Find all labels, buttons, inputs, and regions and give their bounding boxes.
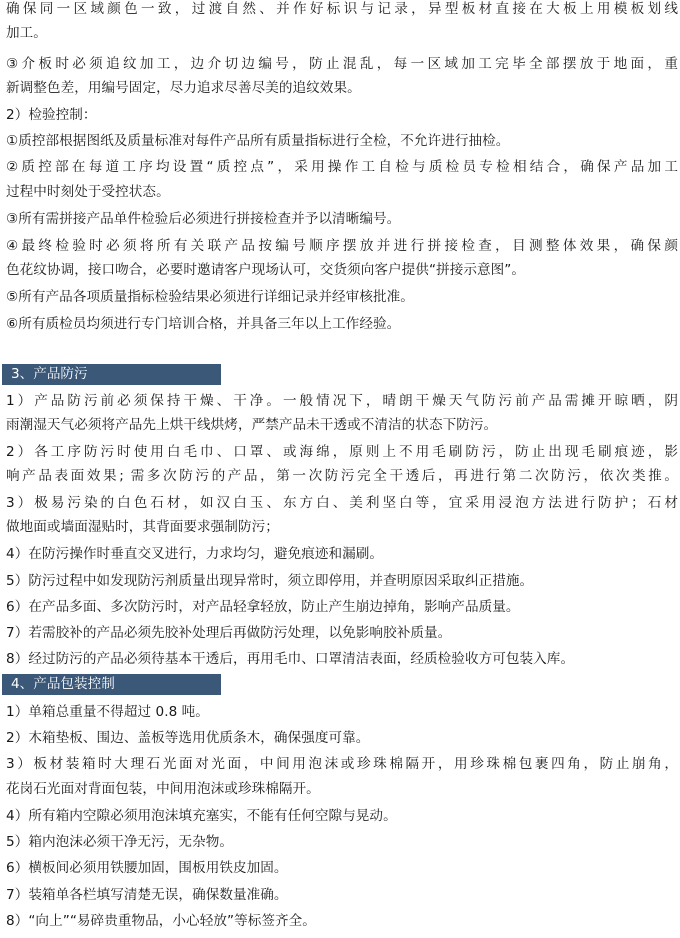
intro-line-1: 确保同一区域颜色一致，过渡自然、并作好标识与记录，异型板材直接在大板上用模板划线 [6, 1, 678, 17]
packaging-item-5: 5）箱内泡沫必须干净无污，无杂物。 [6, 834, 233, 850]
inspection-item-5: ⑤所有产品各项质量指标检验结果必须进行详细记录并经审核批准。 [6, 289, 414, 305]
packaging-item-2: 2）木箱垫板、围边、盖板等选用优质条木，确保强度可靠。 [6, 730, 370, 746]
antifouling-item-7: 7）若需胶补的产品必须先胶补处理后再做防污处理，以免影响胶补质量。 [6, 625, 452, 641]
packaging-item-1: 1）单箱总重量不得超过 0.8 吨。 [6, 704, 209, 720]
inspection-item-2a: ②质控部在每道工序均设置“质控点”，采用操作工自检与质检员专检相结合，确保产品加工 [6, 159, 678, 175]
inspection-item-1: ①质控部根据图纸及质量标准对每件产品所有质量指标进行全检，不允许进行抽检。 [6, 133, 510, 149]
antifouling-item-5: 5）防污过程中如发现防污剂质量出现异常时，须立即停用，并查明原因采取纠正措施。 [6, 573, 534, 589]
inspection-item-4a: ④最终检验时必须将所有关联产品按编号顺序摆放并进行拼接检查，目测整体效果，确保颜 [6, 238, 678, 254]
antifouling-item-3b: 做地面或墙面湿贴时，其背面要求强制防污； [6, 519, 279, 535]
inspection-item-4b: 色花纹协调，接口吻合，必要时邀请客户现场认可，交货须向客户提供“拼接示意图”。 [6, 262, 526, 278]
intro-line-2: 加工。 [6, 25, 47, 41]
antifouling-item-8: 8）经过防污的产品必须待基本干透后，再用毛巾、口罩清洁表面，经质检验收方可包装入库。 [6, 651, 575, 667]
packaging-item-3b: 花岗石光面对背面包装，中间用泡沫或珍珠棉隔开。 [6, 781, 320, 797]
intro-line-4: 新调整色差，用编号固定，尽力追求尽善尽美的追纹效果。 [6, 80, 361, 96]
inspection-item-2b: 过程中时刻处于受控状态。 [6, 184, 170, 200]
antifouling-item-1b: 雨潮湿天气必须将产品先上烘干线烘烤，严禁产品未干透或不清洁的状态下防污。 [6, 417, 498, 433]
packaging-item-3a: 3）板材装箱时大理石光面对光面，中间用泡沫或珍珠棉隔开，用珍珠棉包裹四角，防止崩角， [6, 756, 678, 772]
packaging-item-8: 8）“向上”“易碎贵重物品，小心轻放”等标签齐全。 [6, 913, 316, 929]
inspection-item-6: ⑥所有质检员均须进行专门培训合格，并具备三年以上工作经验。 [6, 316, 401, 332]
antifouling-item-3a: 3）极易污染的白色石材，如汉白玉、东方白、美利坚白等，宜采用浸泡方法进行防护；石材 [6, 495, 678, 511]
packaging-item-4: 4）所有箱内空隙必须用泡沫填充塞实，不能有任何空隙与晃动。 [6, 808, 397, 824]
intro-line-3: ③介板时必须追纹加工，边介切边编号，防止混乱，每一区域加工完毕全部摆放于地面，重 [6, 56, 678, 72]
antifouling-item-6: 6）在产品多面、多次防污时，对产品轻拿轻放，防止产生崩边掉角，影响产品质量。 [6, 599, 520, 615]
inspection-item-3: ③所有需拼接产品单件检验后必须进行拼接检查并予以清晰编号。 [6, 211, 401, 227]
inspection-title: 2）检验控制： [6, 107, 97, 123]
antifouling-item-2b: 响产品表面效果; 需多次防污的产品，第一次防污完全干透后，再进行第二次防污，依次类推。 [6, 468, 678, 484]
antifouling-item-2a: 2）各工序防污时使用白毛巾、口罩、或海绵，原则上不用毛刷防污，防止出现毛刷痕迹，影 [6, 444, 678, 460]
section-heading-antifouling: 3、产品防污 [2, 364, 221, 385]
antifouling-item-4: 4）在防污操作时垂直交叉进行，力求均匀，避免痕迹和漏刷。 [6, 546, 384, 562]
section-heading-packaging: 4、产品包装控制 [2, 674, 221, 695]
packaging-item-6: 6）横板间必须用铁腰加固，围板用铁皮加固。 [6, 860, 288, 876]
antifouling-item-1a: 1）产品防污前必须保持干燥、干净。一般情况下，晴朗干燥天气防污前产品需摊开晾晒，阴 [6, 393, 678, 409]
packaging-item-7: 7）装箱单各栏填写清楚无误，确保数量准确。 [6, 887, 288, 903]
